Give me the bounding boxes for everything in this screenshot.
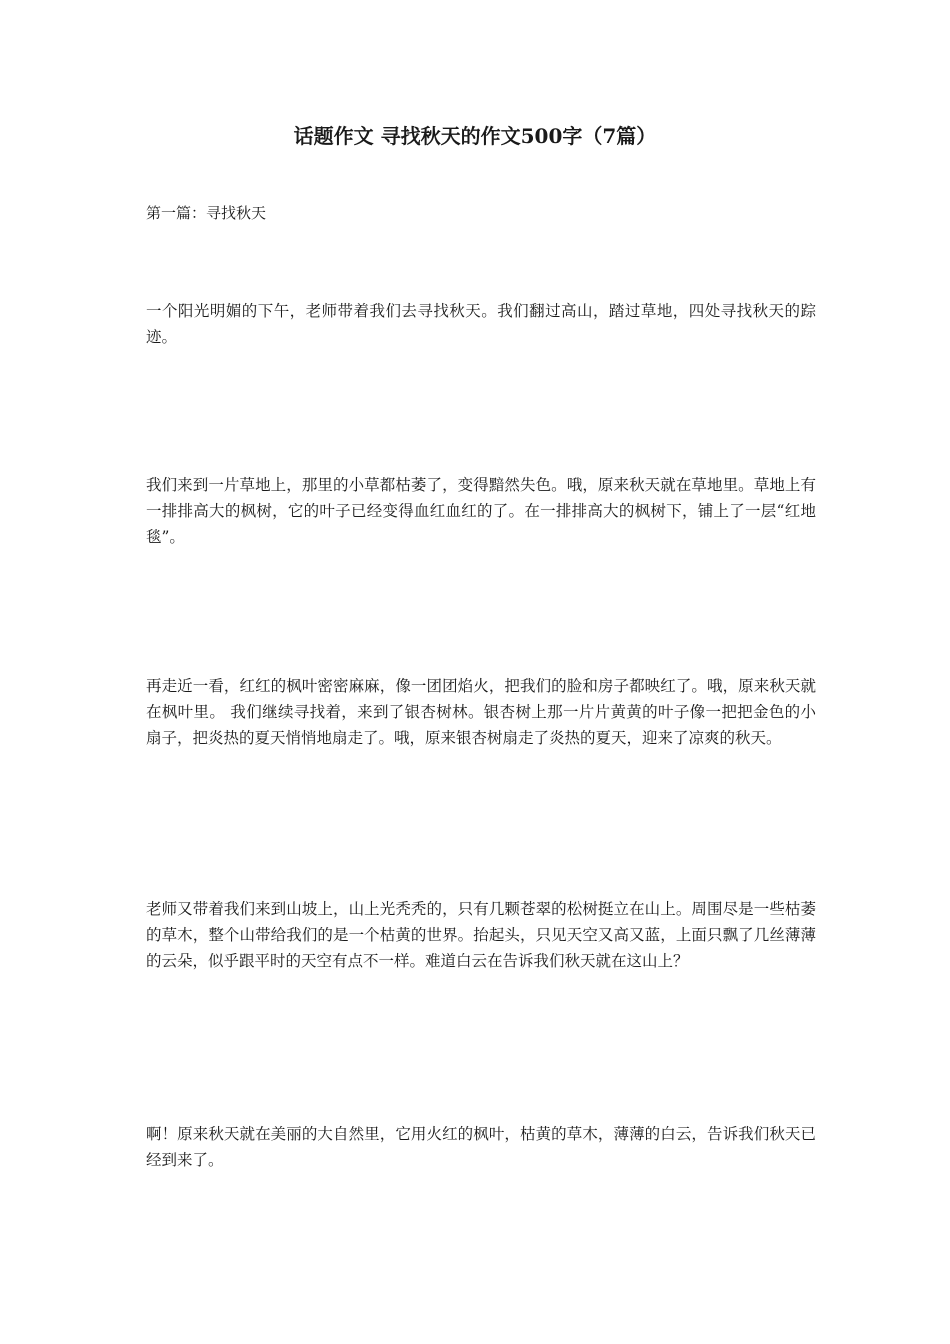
document-title: 话题作文 寻找秋天的作文500字（7篇） — [293, 124, 657, 148]
paragraph-3: 再走近一看，红红的枫叶密密麻麻，像一团团焰火，把我们的脸和房子都映红了。哦，原来秋天就在枫叶里。 我们继续寻找着，来到了银杏树林。银杏树上那一片片黄黄的叶子像一把把金色的小扇子，把炎热的夏天悄悄地扇走了。哦，原来银杏树扇走了炎热的夏天，迎来了凉爽的秋天。 — [146, 677, 816, 747]
paragraph-4: 老师又带着我们来到山坡上，山上光秃秃的，只有几颗苍翠的松树挺立在山上。周围尽是一些枯萎的草木，整个山带给我们的是一个枯黄的世界。抬起头，只见天空又高又蓝，上面只飘了几丝薄薄的云朵，似乎跟平时的天空有点不一样。难道白云在告诉我们秋天就在这山上？ — [146, 900, 816, 970]
paragraph-2: 我们来到一片草地上，那里的小草都枯萎了，变得黯然失色。哦，原来秋天就在草地里。草地上有一排排高大的枫树，它的叶子已经变得血红血红的了。在一排排高大的枫树下，铺上了一层“红地毯”。 — [146, 476, 816, 546]
paragraph-5: 啊！原来秋天就在美丽的大自然里，它用火红的枫叶，枯黄的草木，薄薄的白云，告诉我们秋天已经到来了。 — [146, 1125, 816, 1169]
section-heading: 第一篇：寻找秋天 — [146, 204, 267, 222]
paragraph-1: 一个阳光明媚的下午，老师带着我们去寻找秋天。我们翻过高山，踏过草地，四处寻找秋天的踪迹。 — [146, 302, 816, 346]
